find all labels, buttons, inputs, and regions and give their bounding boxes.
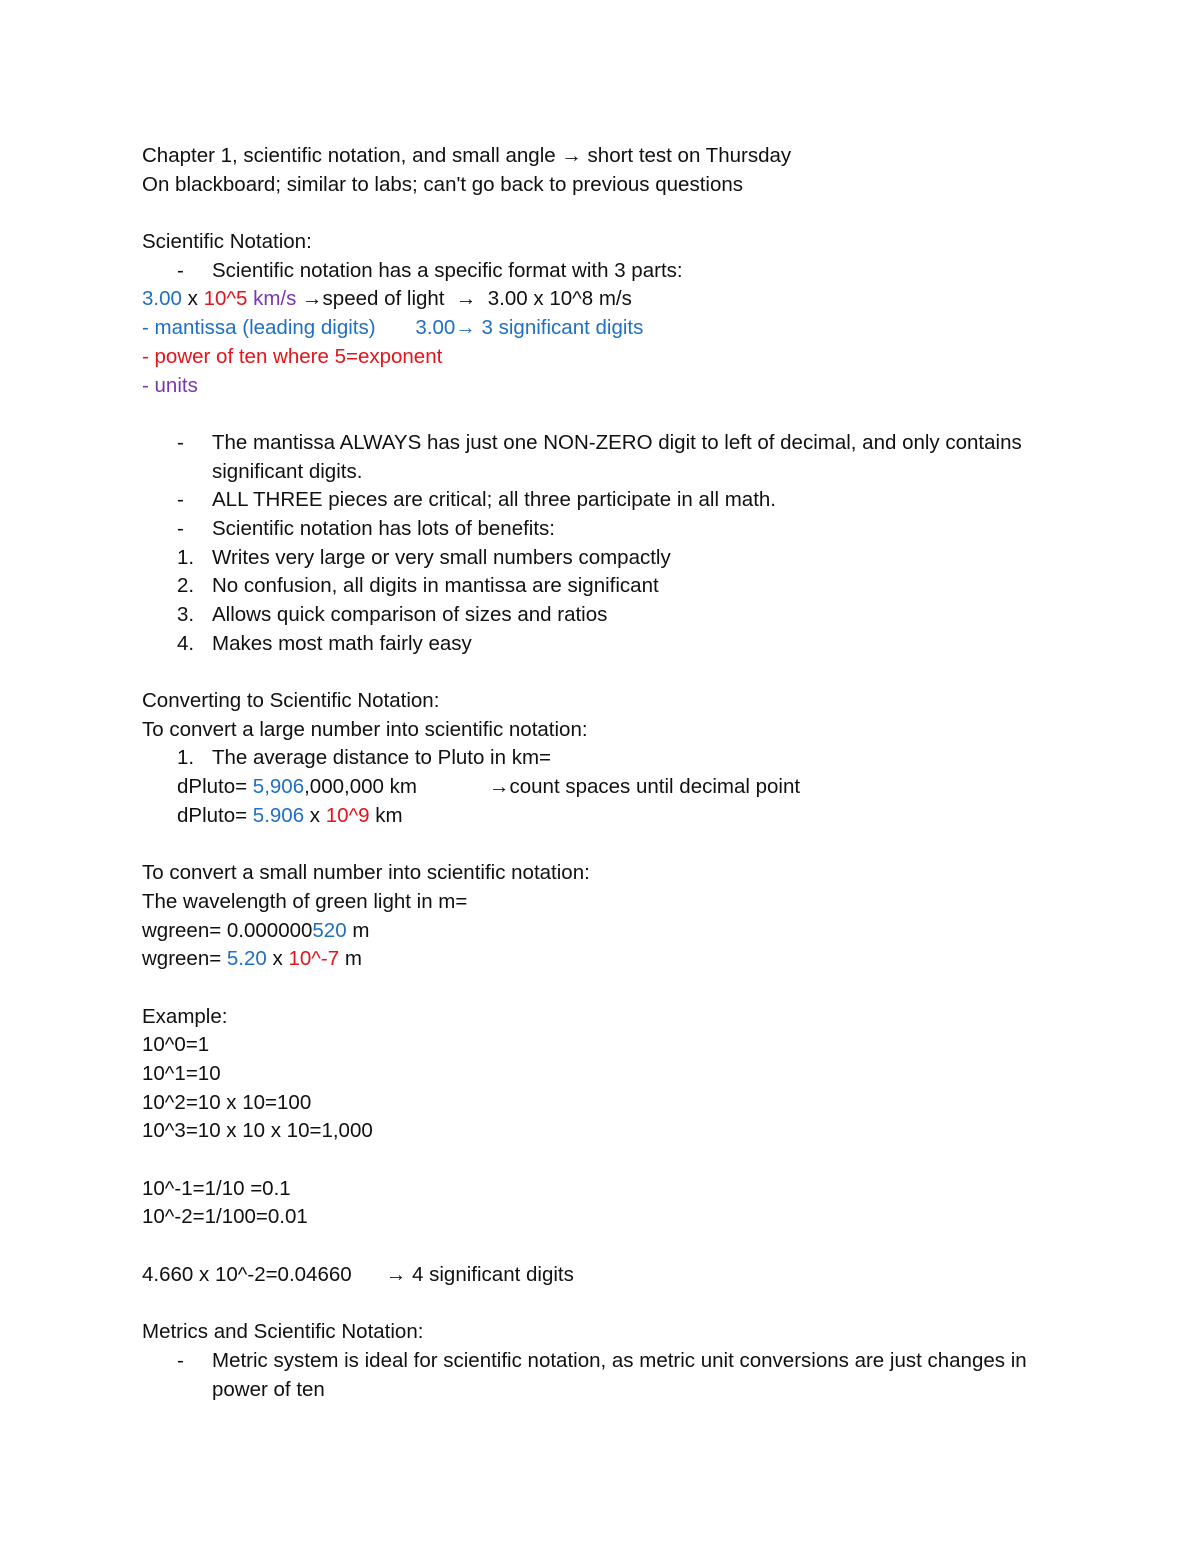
rule-text: ALL THREE pieces are critical; all three participate in all math. <box>212 488 777 512</box>
dash-marker: - <box>177 258 184 282</box>
pluto-prefix: dPluto= <box>177 775 253 799</box>
number-marker: 1. <box>177 545 195 569</box>
part-units: - units <box>142 373 198 397</box>
negative-power-line: 10^-2=1/100=0.01 <box>142 1205 308 1229</box>
metrics-bullet <box>142 1347 1082 1404</box>
large-number-intro: To convert a large number into scientific notation: <box>142 717 588 741</box>
example-rest: →speed of light → 3.00 x 10^8 m/s <box>296 287 632 311</box>
spacer <box>142 831 1082 860</box>
green-light-intro: The wavelength of green light in m= <box>142 889 468 913</box>
power-line: 10^0=1 <box>142 1033 210 1057</box>
green-line-1 <box>142 917 1082 946</box>
times-sign: x <box>266 947 289 971</box>
spacer <box>142 1232 1082 1261</box>
pluto-line-1 <box>142 773 1082 802</box>
pluto-note: →count spaces until decimal point <box>489 775 801 799</box>
power-line: 10^1=10 <box>142 1062 221 1086</box>
rule-text: Scientific notation has lots of benefits: <box>212 516 556 540</box>
green-unit: m <box>339 947 362 971</box>
pluto-line-2 <box>142 802 1082 831</box>
green-mantissa: 5.20 <box>226 947 267 971</box>
benefit-text: Allows quick comparison of sizes and ratios <box>212 603 608 627</box>
green-line-2 <box>142 945 1082 974</box>
pluto-item <box>142 744 1082 773</box>
pluto-power: 10^9 <box>325 803 370 827</box>
green-digits: 520 <box>312 918 347 942</box>
pluto-unit: km <box>369 803 403 827</box>
rule-item <box>142 486 1082 515</box>
dash-marker: - <box>177 430 184 454</box>
spacer <box>142 974 1082 1003</box>
green-unit: m <box>346 918 370 942</box>
rule-text: The mantissa ALWAYS has just one NON-ZERO digit to left of decimal, and only contains significant digits. <box>212 430 1022 483</box>
number-marker: 2. <box>177 574 195 598</box>
small-number-intro: To convert a small number into scientific notation: <box>142 861 590 885</box>
metrics-bullet-text: Metric system is ideal for scientific notation, as metric unit conversions are just changes in power of ten <box>212 1348 1027 1401</box>
intro-bullet <box>142 257 1082 286</box>
pluto-mantissa: 5.906 <box>252 803 305 827</box>
converting-heading: Converting to Scientific Notation: <box>142 689 440 713</box>
benefit-text: Makes most math fairly easy <box>212 631 472 655</box>
unit-value: km/s <box>247 287 297 311</box>
pluto-prefix: dPluto= <box>177 803 253 827</box>
benefit-text: No confusion, all digits in mantissa are significant <box>212 574 659 598</box>
metrics-heading: Metrics and Scientific Notation: <box>142 1320 424 1344</box>
sig-digits-example: 4.660 x 10^-2=0.04660 → 4 significant digits <box>142 1262 574 1286</box>
negative-power-line: 10^-1=1/10 =0.1 <box>142 1176 291 1200</box>
part-power: - power of ten where 5=exponent <box>142 344 443 368</box>
benefit-item <box>142 544 1082 573</box>
pluto-item-text: The average distance to Pluto in km= <box>212 746 552 770</box>
power-value: 10^5 <box>203 287 248 311</box>
spacer <box>142 658 1082 687</box>
dash-marker: - <box>177 516 184 540</box>
part-mantissa: - mantissa (leading digits) 3.00→ 3 significant digits <box>142 316 644 340</box>
benefit-text: Writes very large or very small numbers compactly <box>212 545 671 569</box>
power-line: 10^3=10 x 10 x 10=1,000 <box>142 1119 373 1143</box>
times-sign: x <box>181 287 204 311</box>
dash-marker: - <box>177 1348 184 1372</box>
spacer <box>142 400 1082 429</box>
spacer <box>142 199 1082 228</box>
green-power: 10^-7 <box>288 947 340 971</box>
benefit-item <box>142 601 1082 630</box>
header-line-2: On blackboard; similar to labs; can't go back to previous questions <box>142 172 744 196</box>
times-sign: x <box>304 803 326 827</box>
document-page <box>142 142 1082 1404</box>
sci-notation-heading: Scientific Notation: <box>142 230 312 254</box>
benefit-item <box>142 572 1082 601</box>
spacer <box>142 1146 1082 1175</box>
rule-item <box>142 515 1082 544</box>
pluto-rest: ,000,000 km <box>304 775 417 799</box>
number-marker: 1. <box>177 746 195 770</box>
intro-bullet-text: Scientific notation has a specific format with 3 parts: <box>212 258 683 282</box>
power-line: 10^2=10 x 10=100 <box>142 1090 312 1114</box>
number-marker: 4. <box>177 631 195 655</box>
green-prefix: wgreen= <box>142 947 227 971</box>
pluto-digits: 5,906 <box>252 775 305 799</box>
green-prefix: wgreen= 0.000000 <box>142 918 313 942</box>
rule-item <box>142 429 1082 486</box>
dash-marker: - <box>177 488 184 512</box>
speed-of-light-example <box>142 285 1082 314</box>
header-line-1: Chapter 1, scientific notation, and small angle → short test on Thursday <box>142 144 792 167</box>
benefit-item <box>142 630 1082 659</box>
mantissa-value: 3.00 <box>142 287 182 311</box>
number-marker: 3. <box>177 603 195 627</box>
spacer <box>142 1290 1082 1319</box>
example-heading: Example: <box>142 1004 228 1028</box>
